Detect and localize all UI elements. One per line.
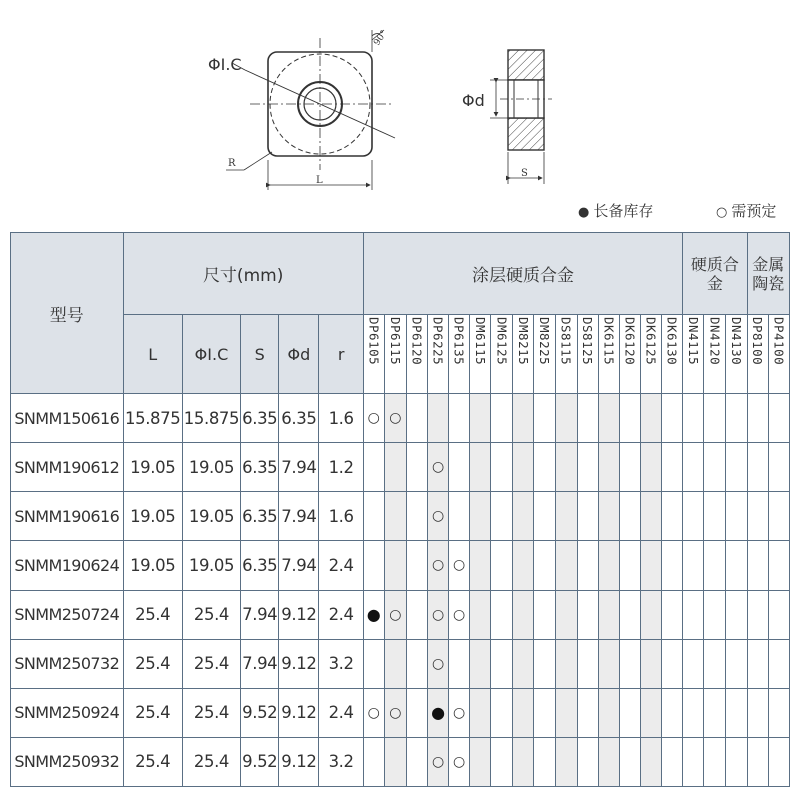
availability-cell xyxy=(683,492,704,541)
availability-cell xyxy=(619,688,640,737)
availability-cell: ○ xyxy=(449,688,470,737)
availability-cell xyxy=(555,443,577,492)
grade-label: DM8225 xyxy=(537,317,553,366)
dimension-header: r xyxy=(319,315,363,394)
dimension-cell: 1.2 xyxy=(319,443,363,492)
model-cell: SNMM150616 xyxy=(11,394,124,443)
availability-cell xyxy=(470,688,491,737)
availability-cell xyxy=(534,688,555,737)
availability-cell xyxy=(577,492,598,541)
availability-cell xyxy=(555,492,577,541)
availability-cell xyxy=(747,394,768,443)
grade-header xyxy=(683,315,704,394)
availability-cell: ● xyxy=(363,590,384,639)
availability-cell xyxy=(768,590,789,639)
dimension-cell: 9.52 xyxy=(241,688,279,737)
drawing-label-angle: 90° xyxy=(372,28,390,48)
grade-header xyxy=(363,315,384,394)
grade-header xyxy=(449,315,470,394)
availability-cell xyxy=(491,688,513,737)
grade-header xyxy=(534,315,555,394)
dimension-cell: 7.94 xyxy=(279,541,319,590)
grade-label: DS8125 xyxy=(580,317,596,366)
availability-cell xyxy=(619,394,640,443)
dimension-cell: 19.05 xyxy=(182,541,240,590)
dimension-cell: 19.05 xyxy=(123,492,182,541)
availability-cell xyxy=(598,639,619,688)
availability-cell xyxy=(363,541,384,590)
availability-cell xyxy=(363,492,384,541)
availability-cell xyxy=(726,492,747,541)
availability-cell: ○ xyxy=(363,688,384,737)
grade-label: DP6115 xyxy=(387,317,403,366)
model-cell: SNMM250724 xyxy=(11,590,124,639)
availability-cell xyxy=(491,541,513,590)
dimension-cell: 25.4 xyxy=(123,688,182,737)
dimension-cell: 25.4 xyxy=(182,737,240,786)
availability-cell xyxy=(577,688,598,737)
availability-cell xyxy=(619,443,640,492)
availability-cell: ○ xyxy=(428,541,449,590)
availability-cell: ○ xyxy=(449,590,470,639)
availability-cell xyxy=(491,492,513,541)
dimension-cell: 25.4 xyxy=(123,639,182,688)
availability-cell xyxy=(491,639,513,688)
availability-cell xyxy=(768,541,789,590)
grade-label: DM6125 xyxy=(494,317,510,366)
availability-cell xyxy=(449,639,470,688)
availability-cell: ○ xyxy=(428,443,449,492)
dimension-cell: 25.4 xyxy=(182,590,240,639)
availability-cell: ○ xyxy=(428,737,449,786)
availability-cell xyxy=(406,737,427,786)
dimension-cell: 3.2 xyxy=(319,639,363,688)
availability-cell xyxy=(662,394,683,443)
availability-cell xyxy=(513,737,534,786)
dimension-cell: 6.35 xyxy=(241,394,279,443)
availability-cell xyxy=(704,590,726,639)
insert-top-view xyxy=(226,30,395,190)
dimension-cell: 9.12 xyxy=(279,639,319,688)
table-row xyxy=(11,443,790,492)
availability-cell xyxy=(534,737,555,786)
grade-header xyxy=(577,315,598,394)
availability-cell xyxy=(768,492,789,541)
dimension-cell: 2.4 xyxy=(319,688,363,737)
table-row xyxy=(11,639,790,688)
availability-cell xyxy=(768,639,789,688)
availability-cell xyxy=(491,590,513,639)
availability-cell xyxy=(555,639,577,688)
availability-cell xyxy=(406,394,427,443)
dimension-cell: 7.94 xyxy=(241,639,279,688)
availability-cell xyxy=(662,541,683,590)
availability-cell xyxy=(726,394,747,443)
grade-label: DM6115 xyxy=(472,317,488,366)
availability-cell xyxy=(640,737,661,786)
availability-cell xyxy=(598,394,619,443)
availability-cell xyxy=(598,688,619,737)
availability-cell xyxy=(384,492,406,541)
availability-cell: ○ xyxy=(428,590,449,639)
model-cell: SNMM190616 xyxy=(11,492,124,541)
availability-cell xyxy=(470,541,491,590)
availability-cell xyxy=(747,688,768,737)
dimension-cell: 2.4 xyxy=(319,541,363,590)
availability-cell xyxy=(640,394,661,443)
availability-cell: ○ xyxy=(384,394,406,443)
dimension-cell: 6.35 xyxy=(241,492,279,541)
dimension-cell: 9.12 xyxy=(279,590,319,639)
availability-cell xyxy=(619,737,640,786)
dimension-cell: 19.05 xyxy=(123,541,182,590)
availability-cell xyxy=(726,639,747,688)
availability-cell xyxy=(619,541,640,590)
drawing-label-r: R xyxy=(228,158,236,169)
availability-cell xyxy=(470,394,491,443)
availability-cell xyxy=(577,394,598,443)
availability-cell xyxy=(598,590,619,639)
availability-cell xyxy=(704,443,726,492)
dimension-cell: 6.35 xyxy=(241,541,279,590)
availability-cell: ○ xyxy=(384,688,406,737)
grade-header xyxy=(619,315,640,394)
availability-cell xyxy=(406,492,427,541)
availability-cell xyxy=(704,492,726,541)
availability-cell xyxy=(704,541,726,590)
availability-cell xyxy=(491,737,513,786)
availability-cell xyxy=(619,492,640,541)
availability-cell xyxy=(384,737,406,786)
availability-cell xyxy=(704,688,726,737)
table-row xyxy=(11,590,790,639)
availability-cell xyxy=(534,590,555,639)
availability-cell xyxy=(534,394,555,443)
availability-cell xyxy=(768,688,789,737)
availability-cell xyxy=(768,443,789,492)
grade-label: DP6120 xyxy=(409,317,425,366)
availability-cell: ○ xyxy=(363,394,384,443)
availability-cell xyxy=(662,737,683,786)
availability-cell xyxy=(449,443,470,492)
availability-cell xyxy=(470,492,491,541)
availability-cell xyxy=(449,394,470,443)
availability-cell xyxy=(384,639,406,688)
availability-cell xyxy=(363,639,384,688)
availability-cell xyxy=(640,639,661,688)
availability-cell xyxy=(406,639,427,688)
grade-header xyxy=(747,315,768,394)
availability-cell: ○ xyxy=(428,492,449,541)
availability-cell xyxy=(726,737,747,786)
grade-label: DK6125 xyxy=(643,317,659,366)
dimension-cell: 7.94 xyxy=(279,443,319,492)
availability-cell xyxy=(491,394,513,443)
grade-header xyxy=(768,315,789,394)
dimension-header: L xyxy=(123,315,182,394)
availability-cell xyxy=(662,639,683,688)
table-row xyxy=(11,541,790,590)
dimension-header: Φd xyxy=(279,315,319,394)
availability-cell xyxy=(555,688,577,737)
availability-cell xyxy=(704,737,726,786)
dimension-cell: 25.4 xyxy=(182,639,240,688)
grade-header xyxy=(555,315,577,394)
availability-cell xyxy=(513,688,534,737)
availability-cell xyxy=(747,541,768,590)
availability-cell xyxy=(662,688,683,737)
availability-cell xyxy=(704,394,726,443)
legend-stock xyxy=(578,200,653,221)
dimension-header: ΦI.C xyxy=(182,315,240,394)
grade-label: DM8215 xyxy=(515,317,531,366)
availability-cell xyxy=(384,443,406,492)
grade-label: DP6105 xyxy=(366,317,382,366)
availability-cell xyxy=(577,443,598,492)
dimension-cell: 15.875 xyxy=(182,394,240,443)
availability-cell xyxy=(470,443,491,492)
dimension-cell: 15.875 xyxy=(123,394,182,443)
grade-label: DK6120 xyxy=(622,317,638,366)
availability-cell xyxy=(640,590,661,639)
availability-cell: ● xyxy=(428,688,449,737)
grade-label: DN4115 xyxy=(685,317,701,366)
dimension-cell: 25.4 xyxy=(182,688,240,737)
availability-cell: ○ xyxy=(449,737,470,786)
model-cell: SNMM190624 xyxy=(11,541,124,590)
availability-cell xyxy=(747,590,768,639)
insert-drawings xyxy=(0,0,800,230)
grade-label: DS8115 xyxy=(558,317,574,366)
table-row xyxy=(11,394,790,443)
availability-cell xyxy=(662,590,683,639)
availability-cell xyxy=(513,541,534,590)
availability-cell xyxy=(598,492,619,541)
grade-header xyxy=(470,315,491,394)
availability-cell xyxy=(683,688,704,737)
model-cell: SNMM190612 xyxy=(11,443,124,492)
availability-cell xyxy=(726,688,747,737)
availability-cell xyxy=(384,541,406,590)
legend-order-label: 需预定 xyxy=(731,202,777,220)
dimension-cell: 7.94 xyxy=(241,590,279,639)
dimension-header: S xyxy=(241,315,279,394)
availability-cell xyxy=(555,394,577,443)
availability-cell xyxy=(747,443,768,492)
dimension-cell: 9.12 xyxy=(279,688,319,737)
legend-stock-label: 长备库存 xyxy=(593,202,654,220)
availability-cell xyxy=(640,492,661,541)
availability-cell xyxy=(726,541,747,590)
availability-cell xyxy=(747,737,768,786)
grade-label: DK6115 xyxy=(601,317,617,366)
availability-cell xyxy=(619,639,640,688)
drawing-label-d: Φd xyxy=(462,91,485,110)
grade-label: DK6130 xyxy=(664,317,680,366)
availability-cell xyxy=(513,394,534,443)
availability-cell xyxy=(534,541,555,590)
availability-cell xyxy=(406,541,427,590)
drawing-label-s: S xyxy=(521,168,528,179)
availability-cell xyxy=(513,492,534,541)
availability-cell xyxy=(747,492,768,541)
availability-cell: ○ xyxy=(384,590,406,639)
availability-cell xyxy=(768,394,789,443)
availability-cell xyxy=(491,443,513,492)
dimension-cell: 19.05 xyxy=(182,492,240,541)
availability-cell xyxy=(640,688,661,737)
dimension-cell: 9.52 xyxy=(241,737,279,786)
availability-cell xyxy=(598,443,619,492)
availability-cell xyxy=(406,443,427,492)
availability-cell xyxy=(598,541,619,590)
insert-side-view xyxy=(490,50,552,184)
grade-label: DP4100 xyxy=(771,317,787,366)
dimension-cell: 25.4 xyxy=(123,737,182,786)
availability-cell xyxy=(640,541,661,590)
dimension-cell: 19.05 xyxy=(182,443,240,492)
model-header: 型号 xyxy=(11,233,124,394)
grade-label: DP8100 xyxy=(750,317,766,366)
availability-cell: ○ xyxy=(428,639,449,688)
cermet-header: 金属陶瓷 xyxy=(747,233,789,315)
legend-order xyxy=(716,200,776,221)
availability-cell xyxy=(470,639,491,688)
carbide-header: 硬质合金 xyxy=(683,233,747,315)
dimension-cell: 1.6 xyxy=(319,492,363,541)
grade-header xyxy=(598,315,619,394)
availability-cell xyxy=(534,443,555,492)
availability-cell xyxy=(683,737,704,786)
availability-cell xyxy=(726,590,747,639)
dimension-cell: 6.35 xyxy=(279,394,319,443)
grade-header xyxy=(640,315,661,394)
availability-cell xyxy=(470,737,491,786)
grade-label: DN4120 xyxy=(707,317,723,366)
dimension-cell: 7.94 xyxy=(279,492,319,541)
availability-cell xyxy=(768,737,789,786)
dimension-cell: 3.2 xyxy=(319,737,363,786)
availability-cell xyxy=(406,590,427,639)
availability-cell xyxy=(747,639,768,688)
model-cell: SNMM250924 xyxy=(11,688,124,737)
grade-label: DP6135 xyxy=(451,317,467,366)
availability-cell xyxy=(406,688,427,737)
availability-cell xyxy=(363,443,384,492)
grade-header xyxy=(428,315,449,394)
drawing-label-ic: ΦI.C xyxy=(208,55,242,74)
order-symbol-icon: ○ xyxy=(716,205,728,220)
availability-cell xyxy=(683,541,704,590)
grade-header xyxy=(406,315,427,394)
availability-cell xyxy=(513,639,534,688)
dimension-cell: 6.35 xyxy=(241,443,279,492)
availability-cell xyxy=(534,492,555,541)
table-row xyxy=(11,737,790,786)
availability-cell xyxy=(726,443,747,492)
spec-table xyxy=(10,232,790,787)
availability-cell xyxy=(513,443,534,492)
availability-cell xyxy=(555,541,577,590)
availability-cell xyxy=(577,590,598,639)
grade-header xyxy=(726,315,747,394)
table-row xyxy=(11,492,790,541)
model-cell: SNMM250732 xyxy=(11,639,124,688)
grade-header xyxy=(491,315,513,394)
availability-cell xyxy=(662,443,683,492)
drawing-label-l: L xyxy=(316,175,323,186)
stock-symbol-icon: ● xyxy=(578,205,590,220)
grade-header xyxy=(513,315,534,394)
grade-header xyxy=(704,315,726,394)
availability-cell xyxy=(683,639,704,688)
availability-cell xyxy=(513,590,534,639)
coated-carbide-header: 涂层硬质合金 xyxy=(363,233,683,315)
grade-label: DP6225 xyxy=(430,317,446,366)
availability-cell xyxy=(470,590,491,639)
dimension-cell: 19.05 xyxy=(123,443,182,492)
availability-cell xyxy=(449,492,470,541)
grade-header xyxy=(662,315,683,394)
availability-cell xyxy=(640,443,661,492)
grade-label: DN4130 xyxy=(728,317,744,366)
availability-cell xyxy=(598,737,619,786)
availability-cell xyxy=(683,590,704,639)
availability-cell xyxy=(704,639,726,688)
availability-cell xyxy=(683,394,704,443)
availability-cell xyxy=(428,394,449,443)
availability-cell xyxy=(555,737,577,786)
availability-cell xyxy=(662,492,683,541)
availability-cell xyxy=(577,639,598,688)
dimension-cell: 9.12 xyxy=(279,737,319,786)
model-cell: SNMM250932 xyxy=(11,737,124,786)
dimension-group-header: 尺寸(mm) xyxy=(123,233,363,315)
availability-cell xyxy=(555,590,577,639)
table-row xyxy=(11,688,790,737)
availability-cell xyxy=(577,737,598,786)
availability-cell xyxy=(534,639,555,688)
dimension-cell: 25.4 xyxy=(123,590,182,639)
dimension-cell: 2.4 xyxy=(319,590,363,639)
availability-cell xyxy=(619,590,640,639)
availability-cell xyxy=(577,541,598,590)
availability-cell xyxy=(363,737,384,786)
grade-header xyxy=(384,315,406,394)
availability-cell: ○ xyxy=(449,541,470,590)
dimension-cell: 1.6 xyxy=(319,394,363,443)
availability-cell xyxy=(683,443,704,492)
